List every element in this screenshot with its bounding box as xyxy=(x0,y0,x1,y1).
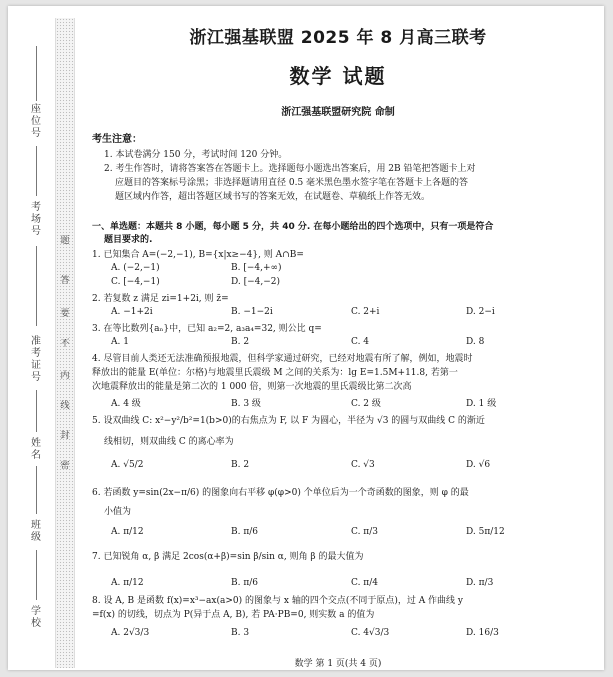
question-stem: 6. 若函数 y=sin(2x−π/6) 的图象向右平移 φ(φ>0) 个单位后为一个奇函数的图象，则 φ 的最 xyxy=(92,488,469,498)
section-header: 题目要求的. xyxy=(104,235,153,245)
notice-title: 考生注意： xyxy=(92,134,142,145)
option-d: D. 16/3 xyxy=(466,628,499,638)
notice-item: 2. 考生作答时，请将答案答在答题卡上。选择题每小题选出答案后，用 2B 铅笔把答题卡上对 xyxy=(104,164,476,174)
gutter-rule xyxy=(36,146,37,196)
question-stem: 3. 在等比数列{aₙ}中，已知 a₂=2, a₃a₄=32, 则公比 q= xyxy=(92,324,322,334)
seal-char: 线 xyxy=(60,401,70,411)
class-label: 班级 xyxy=(31,520,41,543)
option-d: D. π/3 xyxy=(466,578,494,588)
option-c: C. 2 级 xyxy=(351,399,381,409)
option-b: B. 2 xyxy=(231,337,250,347)
option-a: A. (−2,−1) xyxy=(111,263,160,273)
option-b: B. π/6 xyxy=(231,578,259,588)
seal-strip xyxy=(55,18,75,668)
option-d: D. 1 级 xyxy=(466,399,497,409)
option-c: C. √3 xyxy=(351,460,375,470)
publisher-line: 浙江强基联盟研究院 命制 xyxy=(281,107,395,118)
section-header: 一、单选题：本题共 8 小题，每小题 5 分，共 40 分. 在每小题给出的四个选项中，只有一项是符合 xyxy=(92,222,494,232)
question-stem: 8. 设 A, B 是函数 f(x)=x³−ax(a>0) 的图象与 x 轴的四个交点(不同于原点)，过 A 作曲线 y xyxy=(92,596,464,606)
school-label: 学校 xyxy=(31,606,41,629)
option-c: C. 4 xyxy=(351,337,370,347)
gutter-rule xyxy=(36,550,37,600)
question-stem: 1. 已知集合 A=(−2,−1), B={x|x≥−4}, 则 A∩B= xyxy=(92,250,304,260)
option-a: A. √5/2 xyxy=(111,460,144,470)
exam-content xyxy=(80,6,596,670)
question-options xyxy=(111,628,591,641)
option-a: A. π/12 xyxy=(111,578,144,588)
gutter-rule xyxy=(36,246,37,326)
seal-char: 密 xyxy=(60,461,70,471)
question-stem: 4. 尽管目前人类还无法准确预报地震，但科学家通过研究，已经对地震有所了解，例如，地震时 xyxy=(92,354,473,364)
name-label: 姓名 xyxy=(31,438,41,461)
notice-item: 应题目的答案标号涂黑；非选择题请用直径 0.5 毫米黑色墨水签字笔在答题卡上各题的答 xyxy=(115,178,469,188)
question-options xyxy=(111,277,591,290)
option-c: C. π/4 xyxy=(351,578,378,588)
seal-char: 封 xyxy=(60,431,70,441)
question-options xyxy=(111,396,591,409)
seal-char: 题 xyxy=(60,236,70,246)
seat-label: 座位号 xyxy=(31,104,41,139)
option-d: D. 5π/12 xyxy=(466,527,505,537)
binding-gutter xyxy=(8,6,55,670)
option-b: B. −1−2i xyxy=(231,307,273,317)
admission-label: 准考证号 xyxy=(31,336,41,383)
option-d: D. √6 xyxy=(466,460,491,470)
question-stem: 次地震释放出的能量是第二次的 1 000 倍，则第一次地震的里氏震级比第二次高 xyxy=(92,382,412,392)
option-c: C. [−4,−1) xyxy=(111,277,160,287)
option-c: C. 4√3/3 xyxy=(351,628,390,638)
gutter-rule xyxy=(36,390,37,432)
question-options xyxy=(111,337,591,350)
page-footer: 数学 第 1 页(共 4 页) xyxy=(294,659,382,669)
option-b: B. [−4,+∞) xyxy=(231,263,282,273)
notice-item: 题区域内作答，超出答题区域书写的答案无效，在试题卷、草稿纸上作答无效。 xyxy=(115,192,431,202)
option-a: A. −1+2i xyxy=(111,307,153,317)
seal-char: 不 xyxy=(60,339,70,349)
option-b: B. 3 xyxy=(231,628,250,638)
gutter-rule xyxy=(36,466,37,514)
option-d: D. 8 xyxy=(466,337,485,347)
option-d: D. 2−i xyxy=(466,307,495,317)
question-stem: 2. 若复数 z 满足 zi=1+2i, 则 z̄= xyxy=(92,294,229,304)
option-b: B. 3 级 xyxy=(231,399,261,409)
question-options xyxy=(111,460,591,473)
question-options xyxy=(111,307,591,320)
question-stem: 释放出的能量 E(单位：尔格)与地震里氏震级 M 之间的关系为：lg E=1.5M+11.8, 若第一 xyxy=(92,368,458,378)
gutter-rule xyxy=(36,46,37,101)
option-a: A. 2√3/3 xyxy=(111,628,150,638)
exam-page xyxy=(8,6,604,670)
option-c: C. π/3 xyxy=(351,527,378,537)
question-stem: 5. 设双曲线 C: x²−y²/b²=1(b>0)的右焦点为 F, 以 F 为圆心，半径为 √3 的圆与双曲线 C 的渐近 xyxy=(92,416,485,426)
notice-item: 1. 本试卷满分 150 分，考试时间 120 分钟。 xyxy=(104,150,288,160)
exam-title: 浙江强基联盟 2025 年 8 月高三联考 xyxy=(189,28,487,48)
option-b: B. 2 xyxy=(231,460,250,470)
subject-title: 数学 试题 xyxy=(289,64,387,88)
question-stem: 线相切，则双曲线 C 的离心率为 xyxy=(104,437,234,447)
seal-char: 答 xyxy=(60,276,70,286)
seal-char: 要 xyxy=(60,309,70,319)
option-c: C. 2+i xyxy=(351,307,380,317)
option-b: B. π/6 xyxy=(231,527,259,537)
room-label: 考场号 xyxy=(31,202,41,237)
question-stem: =f(x) 的切线，切点为 P(异于点 A, B), 若 PA·PB=0, 则实数 a 的值为 xyxy=(92,610,375,620)
question-stem: 7. 已知锐角 α, β 满足 2cos(α+β)=sin β/sin α, 则角 β 的最大值为 xyxy=(92,552,364,562)
question-stem: 小值为 xyxy=(104,507,132,517)
option-a: A. π/12 xyxy=(111,527,144,537)
question-options xyxy=(111,527,591,540)
question-options xyxy=(111,578,591,591)
option-d: D. [−4,−2) xyxy=(231,277,281,287)
option-a: A. 1 xyxy=(111,337,129,347)
option-a: A. 4 级 xyxy=(111,399,141,409)
question-options xyxy=(111,263,591,276)
seal-char: 内 xyxy=(60,371,70,381)
